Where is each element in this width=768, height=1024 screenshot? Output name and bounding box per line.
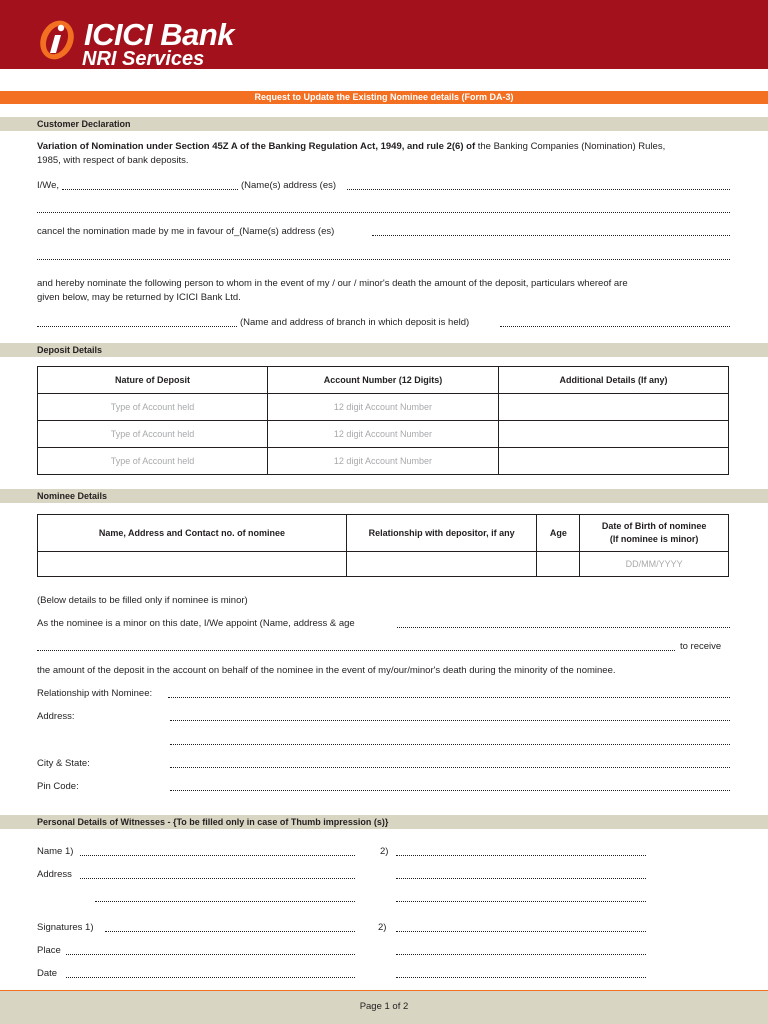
cancel-label: cancel the nomination made by me in favour of_(Name(s) address (es) bbox=[37, 226, 335, 237]
witness-name2-field[interactable] bbox=[396, 855, 646, 856]
witness1-address-field[interactable] bbox=[80, 878, 355, 879]
witness-address-label: Address bbox=[37, 869, 72, 880]
nominee-table bbox=[37, 514, 729, 577]
col-additional: Additional Details (If any) bbox=[498, 367, 728, 394]
minor-note: (Below details to be filled only if nominee is minor) bbox=[37, 595, 248, 606]
nominee-age-cell[interactable] bbox=[537, 552, 580, 577]
witness2-address-field[interactable] bbox=[396, 878, 646, 879]
witness1-signature-field[interactable] bbox=[105, 931, 355, 932]
witness1-date-field[interactable] bbox=[66, 977, 355, 978]
section-customer-declaration: Customer Declaration bbox=[0, 117, 768, 131]
table-row bbox=[38, 552, 729, 577]
cancel-nominee-field[interactable] bbox=[372, 235, 730, 236]
witness1-address-field-2[interactable] bbox=[95, 901, 355, 902]
guardian-name-field-2[interactable] bbox=[37, 650, 675, 651]
witness1-place-field[interactable] bbox=[66, 954, 355, 955]
witness-name1-label: Name 1) bbox=[37, 846, 74, 857]
guardian-address-field[interactable] bbox=[170, 720, 730, 721]
address-label: Address: bbox=[37, 711, 75, 722]
witness-signatures-label: Signatures 1) bbox=[37, 922, 94, 933]
brand-subtitle: NRI Services bbox=[82, 48, 205, 70]
icici-logo-icon bbox=[34, 16, 80, 62]
witness-date-label: Date bbox=[37, 968, 58, 979]
iwe-address-field-2[interactable] bbox=[37, 212, 730, 213]
witness-place-label: Place bbox=[37, 945, 61, 956]
branch-address-field[interactable] bbox=[500, 326, 730, 327]
deposit-additional-cell[interactable] bbox=[498, 448, 728, 475]
nominee-table-header bbox=[38, 515, 729, 552]
deposit-table bbox=[37, 366, 729, 475]
declaration-rest-text: the Banking Companies (Nomination) Rules, bbox=[475, 141, 666, 152]
col-dob-line2: (If nominee is minor) bbox=[609, 534, 699, 544]
iwe-label: I/We, bbox=[37, 180, 59, 191]
witness2-date-field[interactable] bbox=[396, 977, 646, 978]
deposit-nature-cell[interactable]: Type of Account held bbox=[38, 448, 268, 475]
iwe-name-field[interactable] bbox=[62, 189, 238, 190]
city-state-field[interactable] bbox=[170, 767, 730, 768]
deposit-nature-cell[interactable]: Type of Account held bbox=[38, 394, 268, 421]
page-number: Page 1 of 2 bbox=[359, 1001, 409, 1012]
relationship-field[interactable] bbox=[168, 697, 730, 698]
section-nominee-details: Nominee Details bbox=[0, 489, 768, 503]
col-nominee-name: Name, Address and Contact no. of nominee bbox=[38, 515, 347, 552]
iwe-address-field[interactable] bbox=[347, 189, 730, 190]
guardian-address-field-2[interactable] bbox=[170, 744, 730, 745]
nominate-line2: given below, may be returned by ICICI Bank Ltd. bbox=[37, 292, 241, 303]
table-row bbox=[38, 421, 729, 448]
footer-divider bbox=[0, 990, 768, 991]
witness-name2-label: 2) bbox=[380, 846, 389, 857]
minor-appoint-label: As the nominee is a minor on this date, I/We appoint (Name, address & age bbox=[37, 618, 355, 629]
to-receive-label: to receive bbox=[680, 641, 722, 652]
deposit-table-header bbox=[38, 367, 729, 394]
bank-logo bbox=[34, 10, 334, 70]
col-account: Account Number (12 Digits) bbox=[267, 367, 498, 394]
city-state-label: City & State: bbox=[37, 758, 90, 769]
deposit-account-cell[interactable]: 12 digit Account Number bbox=[267, 448, 498, 475]
section-deposit-details: Deposit Details bbox=[0, 343, 768, 357]
col-dob bbox=[580, 515, 729, 552]
table-row bbox=[38, 394, 729, 421]
branch-name-field[interactable] bbox=[37, 326, 237, 327]
col-age: Age bbox=[537, 515, 580, 552]
section-witnesses: Personal Details of Witnesses - {To be filled only in case of Thumb impression (s)} bbox=[0, 815, 768, 829]
col-dob-line1: Date of Birth of nominee bbox=[601, 521, 707, 531]
cancel-nominee-field-2[interactable] bbox=[37, 259, 730, 260]
declaration-bold-text: Variation of Nomination under Section 45Z A of the Banking Regulation Act, 1949, and rule 2(6) of bbox=[37, 141, 476, 152]
col-nature: Nature of Deposit bbox=[38, 367, 268, 394]
deposit-additional-cell[interactable] bbox=[498, 421, 728, 448]
guardian-name-field[interactable] bbox=[397, 627, 730, 628]
deposit-nature-cell[interactable]: Type of Account held bbox=[38, 421, 268, 448]
deposit-account-cell[interactable]: 12 digit Account Number bbox=[267, 394, 498, 421]
nominee-relationship-cell[interactable] bbox=[346, 552, 536, 577]
brand-name: ICICI Bank bbox=[84, 17, 235, 52]
witness2-signature-field[interactable] bbox=[396, 931, 646, 932]
nominee-dob-cell[interactable]: DD/MM/YYYY bbox=[580, 552, 729, 577]
nominee-name-cell[interactable] bbox=[38, 552, 347, 577]
declaration-paragraph bbox=[37, 141, 665, 153]
table-row bbox=[38, 448, 729, 475]
witness-signature2-label: 2) bbox=[378, 922, 387, 933]
names-address-label: (Name(s) address (es) bbox=[241, 180, 337, 191]
relationship-label: Relationship with Nominee: bbox=[37, 688, 153, 699]
witness2-address-field-2[interactable] bbox=[396, 901, 646, 902]
col-relationship: Relationship with depositor, if any bbox=[346, 515, 536, 552]
declaration-line2: 1985, with respect of bank deposits. bbox=[37, 155, 189, 166]
deposit-additional-cell[interactable] bbox=[498, 394, 728, 421]
form-title: Request to Update the Existing Nominee details (Form DA-3) bbox=[0, 91, 768, 104]
nominate-line1: and hereby nominate the following person to whom in the event of my / our / minor's death the amount of the deposit, particulars whereof are bbox=[37, 278, 628, 289]
witness-name1-field[interactable] bbox=[80, 855, 355, 856]
witness2-place-field[interactable] bbox=[396, 954, 646, 955]
deposit-account-cell[interactable]: 12 digit Account Number bbox=[267, 421, 498, 448]
minor-amount-text: the amount of the deposit in the account on behalf of the nominee in the event of my/our/minor's death during the minority of the nominee. bbox=[37, 665, 616, 676]
pin-code-field[interactable] bbox=[170, 790, 730, 791]
branch-label: (Name and address of branch in which deposit is held) bbox=[240, 317, 470, 328]
pin-code-label: Pin Code: bbox=[37, 781, 79, 792]
